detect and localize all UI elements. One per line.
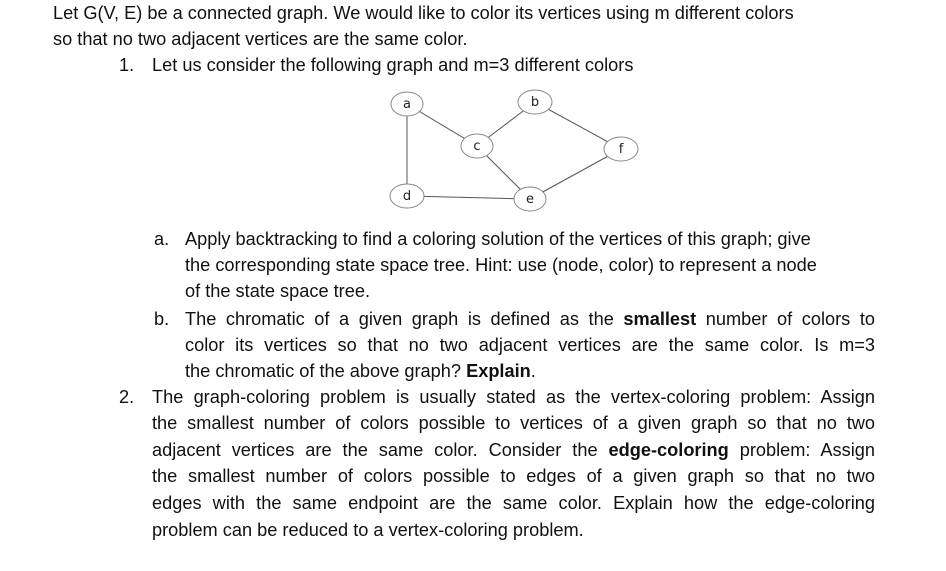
q2-number: 2.: [119, 387, 135, 407]
node-c-label: c: [473, 139, 481, 154]
q1b-letter: b.: [154, 309, 170, 329]
q1-number: 1.: [119, 55, 135, 75]
q1b-bold-explain: Explain: [466, 361, 531, 381]
q1b-bold-smallest: smallest: [623, 309, 697, 329]
intro-line-2: so that no two adjacent vertices are the same color.: [53, 29, 468, 49]
node-e-label: e: [526, 192, 534, 207]
graph-diagram: [380, 86, 660, 221]
node-d-label: d: [402, 189, 412, 204]
q2-bold-edge-coloring: edge-coloring: [608, 440, 729, 460]
q1b-line-2: color its vertices so that no two adjacent vertices are the same color. Is m=3: [185, 335, 875, 355]
q2-line-3: adjacent vertices are the same color. Consider the edge-coloring problem: Assign: [152, 440, 876, 460]
q1-text: Let us consider the following graph and m=3 different colors: [152, 55, 634, 75]
q2-line-6: problem can be reduced to a vertex-coloring problem.: [152, 520, 584, 540]
node-f-label: f: [618, 142, 624, 157]
q1a-line-1: Apply backtracking to find a coloring solution of the vertices of this graph; give: [185, 229, 811, 249]
node-b-label: b: [530, 95, 540, 110]
q2-line-5: edges with the same endpoint are the same color. Explain how the edge-coloring: [152, 493, 875, 513]
q1b-line-3: the chromatic of the above graph? Explain.: [185, 361, 536, 381]
q2-line-1: The graph-coloring problem is usually stated as the vertex-coloring problem: Assign: [152, 387, 875, 407]
q2-line-2: the smallest number of colors possible to vertices of a given graph so that no two: [152, 413, 875, 433]
q1a-letter: a.: [154, 229, 170, 249]
node-a-label: a: [403, 97, 411, 112]
edge-d-e: [407, 196, 530, 199]
q1b-line-1: The chromatic of a given graph is defined as the smallest number of colors to: [185, 309, 876, 329]
intro-line-1: Let G(V, E) be a connected graph. We would like to color its vertices using m different colors: [53, 3, 794, 23]
q1a-line-3: of the state space tree.: [185, 281, 371, 301]
q1a-line-2: the corresponding state space tree. Hint: use (node, color) to represent a node: [185, 255, 817, 275]
q2-line-4: the smallest number of colors possible to edges of a given graph so that no two: [152, 466, 875, 486]
